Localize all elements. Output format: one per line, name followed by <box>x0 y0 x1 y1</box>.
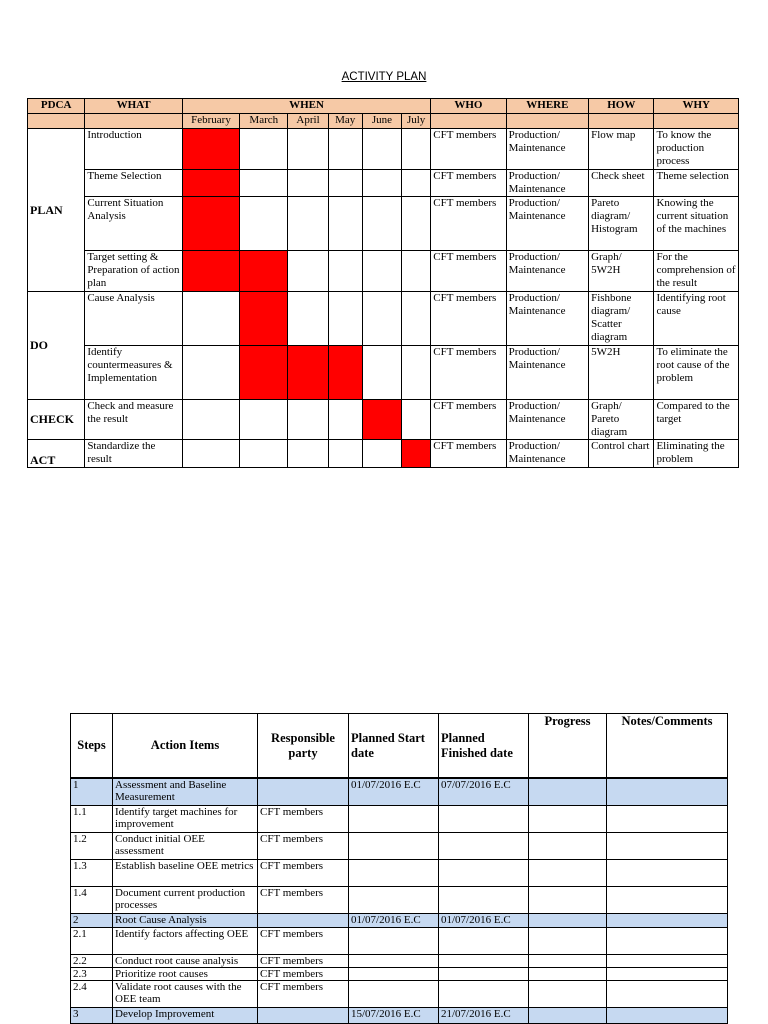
phase-row <box>71 1008 728 1024</box>
schedule-empty-cell <box>182 440 239 468</box>
plan-row <box>28 400 739 440</box>
action-item-cell: Prioritize root causes <box>113 968 258 981</box>
start-date-cell <box>349 887 439 914</box>
step-cell: 2.1 <box>71 928 113 955</box>
notes-cell <box>607 806 728 833</box>
where-cell: Production/ Maintenance <box>506 440 588 468</box>
action-items-table <box>70 713 728 1024</box>
notes-cell <box>607 779 728 806</box>
notes-cell <box>607 914 728 928</box>
how-cell: Fishbone diagram/ Scatter diagram <box>589 292 654 346</box>
responsible-cell: CFT members <box>258 860 349 887</box>
notes-cell <box>607 928 728 955</box>
schedule-bar-cell <box>240 251 288 292</box>
schedule-empty-cell <box>182 346 239 400</box>
schedule-bar-cell <box>240 346 288 400</box>
step-cell: 2.2 <box>71 955 113 968</box>
month-header: June <box>362 114 401 129</box>
why-cell: Identifying root cause <box>654 292 739 346</box>
task-row <box>71 981 728 1008</box>
finish-date-cell <box>439 981 529 1008</box>
header-why: WHY <box>654 99 739 114</box>
task-row <box>71 887 728 914</box>
schedule-empty-cell <box>288 129 328 170</box>
task-row <box>71 833 728 860</box>
schedule-empty-cell <box>240 400 288 440</box>
plan-row <box>28 129 739 170</box>
start-date-cell <box>349 981 439 1008</box>
schedule-empty-cell <box>182 400 239 440</box>
step-cell: 2.4 <box>71 981 113 1008</box>
schedule-bar-cell <box>288 346 328 400</box>
where-cell: Production/ Maintenance <box>506 170 588 197</box>
why-cell: Eliminating the problem <box>654 440 739 468</box>
schedule-empty-cell <box>402 346 431 400</box>
schedule-empty-cell <box>328 251 362 292</box>
notes-cell <box>607 833 728 860</box>
month-header: May <box>328 114 362 129</box>
who-cell: CFT members <box>431 346 506 400</box>
schedule-empty-cell <box>362 197 401 251</box>
start-date-cell: 15/07/2016 E.C <box>349 1008 439 1024</box>
notes-cell <box>607 887 728 914</box>
plan-row <box>28 292 739 346</box>
step-cell: 2 <box>71 914 113 928</box>
action-item-cell: Root Cause Analysis <box>113 914 258 928</box>
notes-cell <box>607 955 728 968</box>
header-steps: Steps <box>71 714 113 778</box>
action-item-cell: Identify factors affecting OEE <box>113 928 258 955</box>
responsible-cell: CFT members <box>258 968 349 981</box>
action-item-cell: Develop Improvement <box>113 1008 258 1024</box>
start-date-cell: 01/07/2016 E.C <box>349 779 439 806</box>
schedule-empty-cell <box>288 197 328 251</box>
header-planned-finish: Planned Finished date <box>439 714 529 778</box>
schedule-empty-cell <box>362 440 401 468</box>
header-who: WHO <box>431 99 506 114</box>
schedule-empty-cell <box>240 197 288 251</box>
header-action-items: Action Items <box>113 714 258 778</box>
where-cell: Production/ Maintenance <box>506 346 588 400</box>
action-item-cell: Assessment and Baseline Measurement <box>113 779 258 806</box>
why-cell: Compared to the target <box>654 400 739 440</box>
responsible-cell: CFT members <box>258 981 349 1008</box>
task-row <box>71 955 728 968</box>
schedule-bar-cell <box>182 197 239 251</box>
start-date-cell <box>349 955 439 968</box>
responsible-cell: CFT members <box>258 833 349 860</box>
pdca-phase-do: DO <box>28 292 85 400</box>
who-cell: CFT members <box>431 170 506 197</box>
phase-row <box>71 914 728 928</box>
progress-cell <box>529 928 607 955</box>
schedule-empty-cell <box>362 251 401 292</box>
start-date-cell <box>349 928 439 955</box>
schedule-empty-cell <box>402 197 431 251</box>
where-cell: Production/ Maintenance <box>506 197 588 251</box>
action-item-cell: Identify target machines for improvement <box>113 806 258 833</box>
notes-cell <box>607 981 728 1008</box>
month-header: April <box>288 114 328 129</box>
how-cell: 5W2H <box>589 346 654 400</box>
task-row <box>71 928 728 955</box>
start-date-cell <box>349 860 439 887</box>
what-cell: Standardize the result <box>85 440 183 468</box>
finish-date-cell <box>439 968 529 981</box>
what-cell: Introduction <box>85 129 183 170</box>
how-cell: Pareto diagram/ Histogram <box>589 197 654 251</box>
schedule-empty-cell <box>288 251 328 292</box>
schedule-bar-cell <box>402 440 431 468</box>
header-planned-start: Planned Start date <box>349 714 439 778</box>
start-date-cell <box>349 833 439 860</box>
why-cell: Knowing the current situation of the machines <box>654 197 739 251</box>
plan-row <box>28 251 739 292</box>
finish-date-cell <box>439 887 529 914</box>
why-cell: For the comprehension of the result <box>654 251 739 292</box>
schedule-empty-cell <box>362 129 401 170</box>
finish-date-cell <box>439 860 529 887</box>
why-cell: To know the production process <box>654 129 739 170</box>
responsible-cell <box>258 779 349 806</box>
header-where: WHERE <box>506 99 588 114</box>
action-item-cell: Conduct initial OEE assessment <box>113 833 258 860</box>
notes-cell <box>607 1008 728 1024</box>
progress-cell <box>529 887 607 914</box>
schedule-empty-cell <box>240 129 288 170</box>
schedule-empty-cell <box>362 170 401 197</box>
finish-date-cell <box>439 806 529 833</box>
progress-cell <box>529 981 607 1008</box>
month-header: February <box>182 114 239 129</box>
progress-cell <box>529 860 607 887</box>
how-cell: Flow map <box>589 129 654 170</box>
month-header: July <box>402 114 431 129</box>
what-cell: Theme Selection <box>85 170 183 197</box>
start-date-cell <box>349 806 439 833</box>
schedule-bar-cell <box>328 346 362 400</box>
step-cell: 1 <box>71 779 113 806</box>
schedule-empty-cell <box>328 400 362 440</box>
step-cell: 1.1 <box>71 806 113 833</box>
step-cell: 1.4 <box>71 887 113 914</box>
schedule-empty-cell <box>288 400 328 440</box>
schedule-empty-cell <box>362 292 401 346</box>
task-row <box>71 860 728 887</box>
finish-date-cell: 01/07/2016 E.C <box>439 914 529 928</box>
schedule-empty-cell <box>288 292 328 346</box>
schedule-empty-cell <box>288 170 328 197</box>
schedule-empty-cell <box>328 170 362 197</box>
pdca-phase-check: CHECK <box>28 400 85 440</box>
action-item-cell: Document current production processes <box>113 887 258 914</box>
schedule-empty-cell <box>328 197 362 251</box>
step-cell: 3 <box>71 1008 113 1024</box>
schedule-bar-cell <box>240 292 288 346</box>
activity-plan-title: ACTIVITY PLAN <box>341 71 427 83</box>
finish-date-cell <box>439 833 529 860</box>
header-how: HOW <box>589 99 654 114</box>
progress-cell <box>529 914 607 928</box>
header-progress: Progress <box>529 714 607 778</box>
how-cell: Graph/ 5W2H <box>589 251 654 292</box>
responsible-cell: CFT members <box>258 887 349 914</box>
plan-row <box>28 197 739 251</box>
phase-row <box>71 779 728 806</box>
progress-cell <box>529 1008 607 1024</box>
where-cell: Production/ Maintenance <box>506 400 588 440</box>
who-cell: CFT members <box>431 251 506 292</box>
plan-row <box>28 170 739 197</box>
why-cell: To eliminate the root cause of the problem <box>654 346 739 400</box>
schedule-empty-cell <box>402 251 431 292</box>
schedule-bar-cell <box>182 170 239 197</box>
schedule-empty-cell <box>240 170 288 197</box>
responsible-cell: CFT members <box>258 955 349 968</box>
progress-cell <box>529 806 607 833</box>
schedule-empty-cell <box>328 129 362 170</box>
responsible-cell: CFT members <box>258 806 349 833</box>
step-cell: 1.2 <box>71 833 113 860</box>
schedule-empty-cell <box>402 170 431 197</box>
header-when: WHEN <box>182 99 430 114</box>
header-pdca: PDCA <box>28 99 85 114</box>
step-cell: 1.3 <box>71 860 113 887</box>
header-notes: Notes/Comments <box>607 714 728 778</box>
responsible-cell <box>258 914 349 928</box>
month-header: March <box>240 114 288 129</box>
step-cell: 2.3 <box>71 968 113 981</box>
notes-cell <box>607 860 728 887</box>
plan-row <box>28 346 739 400</box>
header-responsible-party: Responsible party <box>258 714 349 778</box>
action-item-cell: Establish baseline OEE metrics <box>113 860 258 887</box>
progress-cell <box>529 968 607 981</box>
schedule-empty-cell <box>402 129 431 170</box>
schedule-bar-cell <box>182 129 239 170</box>
header-what: WHAT <box>85 99 183 114</box>
what-cell: Cause Analysis <box>85 292 183 346</box>
schedule-empty-cell <box>402 400 431 440</box>
what-cell: Current Situation Analysis <box>85 197 183 251</box>
schedule-empty-cell <box>402 292 431 346</box>
how-cell: Graph/ Pareto diagram <box>589 400 654 440</box>
where-cell: Production/ Maintenance <box>506 292 588 346</box>
schedule-empty-cell <box>288 440 328 468</box>
who-cell: CFT members <box>431 197 506 251</box>
action-item-cell: Validate root causes with the OEE team <box>113 981 258 1008</box>
pdca-phase-act: ACT <box>28 440 85 468</box>
start-date-cell: 01/07/2016 E.C <box>349 914 439 928</box>
what-cell: Target setting & Preparation of action plan <box>85 251 183 292</box>
who-cell: CFT members <box>431 292 506 346</box>
progress-cell <box>529 833 607 860</box>
finish-date-cell <box>439 955 529 968</box>
schedule-empty-cell <box>328 292 362 346</box>
responsible-cell <box>258 1008 349 1024</box>
finish-date-cell <box>439 928 529 955</box>
plan-row <box>28 440 739 468</box>
responsible-cell: CFT members <box>258 928 349 955</box>
how-cell: Control chart <box>589 440 654 468</box>
task-row <box>71 806 728 833</box>
progress-cell <box>529 779 607 806</box>
pdca-phase-plan: PLAN <box>28 129 85 292</box>
what-cell: Identify countermeasures & Implementation <box>85 346 183 400</box>
how-cell: Check sheet <box>589 170 654 197</box>
schedule-empty-cell <box>182 292 239 346</box>
task-row <box>71 968 728 981</box>
schedule-bar-cell <box>362 400 401 440</box>
who-cell: CFT members <box>431 400 506 440</box>
what-cell: Check and measure the result <box>85 400 183 440</box>
schedule-empty-cell <box>362 346 401 400</box>
finish-date-cell: 21/07/2016 E.C <box>439 1008 529 1024</box>
schedule-empty-cell <box>328 440 362 468</box>
who-cell: CFT members <box>431 440 506 468</box>
schedule-bar-cell <box>182 251 239 292</box>
who-cell: CFT members <box>431 129 506 170</box>
progress-cell <box>529 955 607 968</box>
start-date-cell <box>349 968 439 981</box>
notes-cell <box>607 968 728 981</box>
action-item-cell: Conduct root cause analysis <box>113 955 258 968</box>
where-cell: Production/ Maintenance <box>506 129 588 170</box>
schedule-empty-cell <box>240 440 288 468</box>
activity-plan-table <box>27 98 739 468</box>
why-cell: Theme selection <box>654 170 739 197</box>
where-cell: Production/ Maintenance <box>506 251 588 292</box>
finish-date-cell: 07/07/2016 E.C <box>439 779 529 806</box>
